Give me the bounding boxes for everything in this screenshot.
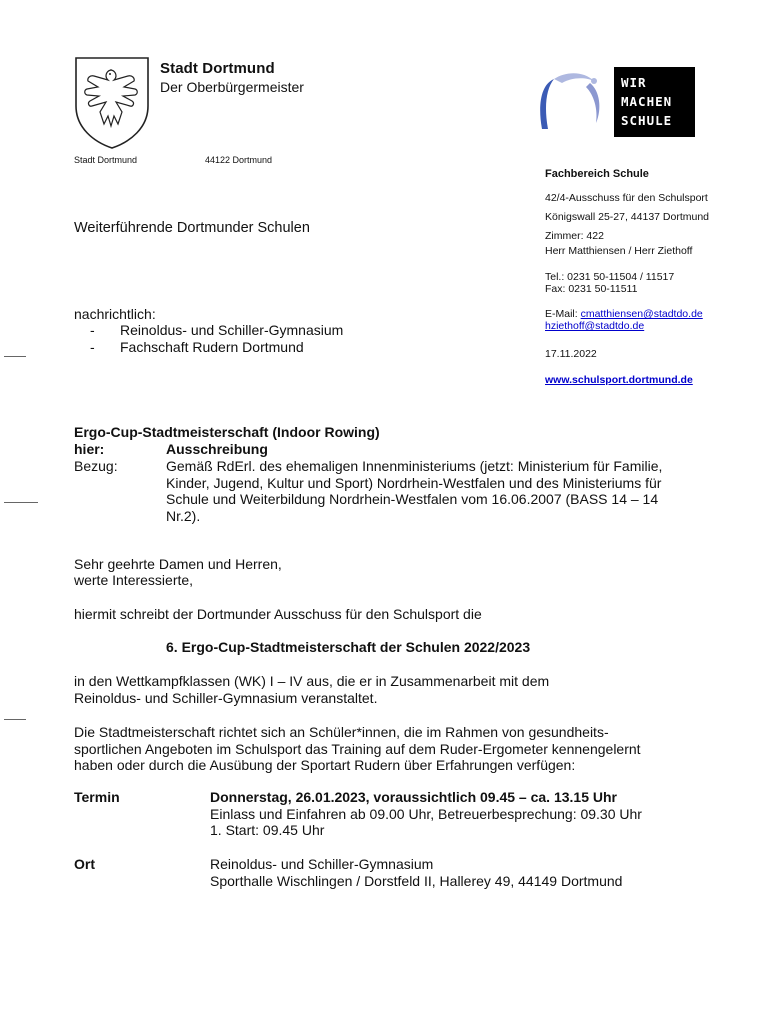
email-link-1[interactable]: cmatthiensen@stadtdo.de (580, 308, 703, 320)
bezug-line: Nr.2). (166, 507, 201, 524)
ort-line: Sporthalle Wischlingen / Dorstfeld II, Hallerey 49, 44149 Dortmund (210, 872, 623, 889)
website-line (545, 374, 693, 387)
termin-value (210, 789, 642, 839)
logo-line-3: SCHULE (621, 113, 673, 128)
ort-label: Ort (74, 856, 95, 872)
hier-label: hier: (74, 441, 105, 457)
bezug-line: Schule und Weiterbildung Nordrhein-Westfalen vom 16.06.2007 (BASS 14 – 14 (166, 491, 659, 507)
sender-city: Stadt Dortmund (74, 155, 138, 165)
fold-mark (4, 356, 26, 357)
email-line-2 (545, 320, 644, 333)
bezug-line: Kinder, Jugend, Kultur und Sport) Nordrhein-Westfalen und des Ministeriums für (166, 474, 662, 491)
telephone: Tel.: 0231 50-11504 / 11517 (545, 271, 675, 283)
logo-line-1: WIR (621, 75, 647, 90)
paragraph-1 (74, 673, 549, 706)
termin-label: Termin (74, 789, 120, 805)
subject-bezug-row (0, 458, 770, 528)
subject-hier-row (0, 441, 770, 459)
sender-zip: 44122 Dortmund (205, 155, 273, 165)
logo-line-2: MACHEN (621, 94, 673, 109)
hier-value: Ausschreibung (166, 441, 268, 457)
cc-item-label: Reinoldus- und Schiller-Gymnasium (120, 322, 344, 338)
bezug-label: Bezug: (74, 458, 118, 474)
address: Königswall 25-27, 44137 Dortmund (545, 211, 710, 223)
paragraph-2 (74, 724, 641, 774)
paragraph-line: haben oder durch die Ausübung der Sportart Rudern über Erfahrungen verfügen: (74, 757, 576, 773)
recipient: Weiterführende Dortmunder Schulen (74, 220, 310, 236)
paragraph-line: sportlichen Angeboten im Schulsport das Training auf dem Ruder-Ergometer kennengelernt (74, 740, 641, 757)
cc-item: - Fachschaft Rudern Dortmund (90, 339, 304, 355)
bezug-line: Gemäß RdErl. des ehemaligen Innenministeriums (jetzt: Ministerium für Familie, (166, 458, 663, 474)
termin-main: Donnerstag, 26.01.2023, voraussichtlich 09.45 – ca. 13.15 Uhr (210, 789, 617, 805)
room: Zimmer: 422 (545, 230, 604, 242)
paragraph-line: Die Stadtmeisterschaft richtet sich an Schüler*innen, die im Rahmen von gesundheits- (74, 724, 609, 740)
contact-persons: Herr Matthiensen / Herr Ziethoff (545, 245, 693, 257)
paragraph-line: Reinoldus- und Schiller-Gymnasium veranstaltet. (74, 689, 378, 706)
city-name: Stadt Dortmund (160, 60, 275, 77)
ort-value (210, 856, 622, 889)
city-office: Der Oberbürgermeister (160, 79, 304, 95)
salutation-line-2: werte Interessierte, (74, 572, 194, 588)
bezug-text (166, 458, 721, 524)
committee: 42/4-Ausschuss für den Schulsport (545, 192, 708, 204)
subject-title: Ergo-Cup-Stadtmeisterschaft (Indoor Rowing) (74, 424, 380, 440)
letter-date: 17.11.2022 (545, 348, 597, 360)
school-logo-arch-icon (532, 67, 614, 137)
dortmund-eagle-crest-icon (72, 54, 152, 150)
paragraph-line: in den Wettkampfklassen (WK) I – IV aus, die er in Zusammenarbeit mit dem (74, 673, 550, 689)
email-label: E-Mail: (545, 308, 581, 320)
intro-line: hiermit schreibt der Dortmunder Ausschuss für den Schulsport die (74, 606, 482, 622)
website-link[interactable]: www.schulsport.dortmund.de (545, 374, 693, 386)
ort-line: Reinoldus- und Schiller-Gymnasium (210, 856, 434, 872)
cc-item: - Reinoldus- und Schiller-Gymnasium (90, 322, 344, 338)
termin-line: Einlass und Einfahren ab 09.00 Uhr, Betreuerbesprechung: 09.30 Uhr (210, 805, 642, 822)
punch-mark (4, 719, 26, 720)
salutation-line-1: Sehr geehrte Damen und Herren, (74, 556, 282, 572)
fax: Fax: 0231 50-11511 (545, 283, 638, 295)
cc-item-label: Fachschaft Rudern Dortmund (120, 339, 304, 355)
logo-wir-machen-schule (614, 67, 695, 137)
event-title: 6. Ergo-Cup-Stadtmeisterschaft der Schulen 2022/2023 (166, 639, 531, 655)
department: Fachbereich Schule (545, 168, 649, 180)
email-link-2[interactable]: hziethoff@stadtdo.de (545, 320, 645, 332)
termin-line: 1. Start: 09.45 Uhr (210, 822, 325, 838)
cc-label: nachrichtlich: (74, 306, 156, 322)
